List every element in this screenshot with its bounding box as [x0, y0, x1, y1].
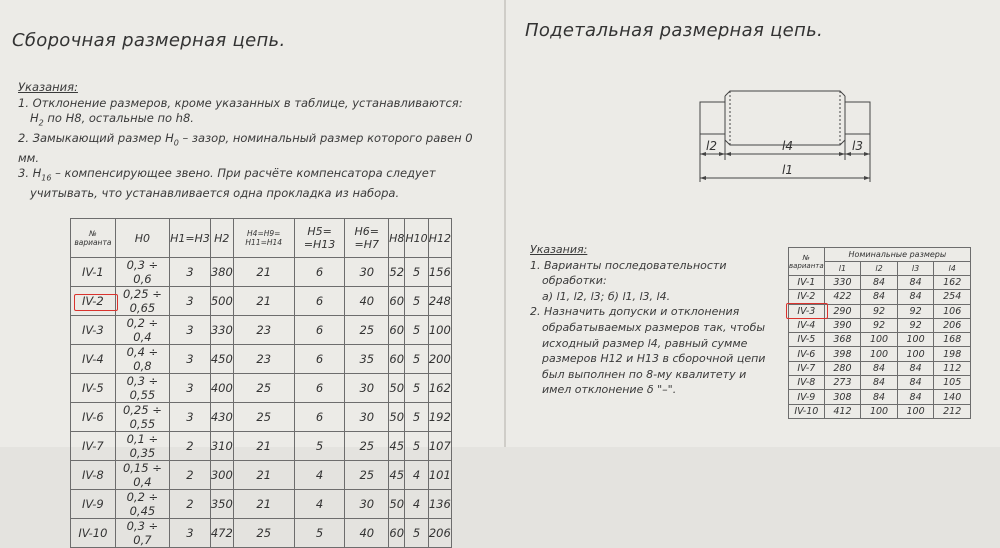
table-cell: 3	[170, 258, 211, 287]
table-cell: 398	[824, 347, 861, 361]
assembly-note-2: 2. Замыкающий размер $H_0$ – зазор, номинальный размер которого равен 0 мм.	[18, 130, 473, 165]
assembly-chain-title: Сборочная размерная цепь.	[12, 30, 286, 51]
table-cell: 330	[824, 276, 861, 290]
table-cell: 5	[405, 432, 428, 461]
table-row	[789, 376, 971, 390]
table-cell: 60	[389, 519, 405, 548]
table-cell: 84	[861, 376, 898, 390]
table-cell: 5	[405, 258, 428, 287]
panel-divider	[504, 0, 506, 447]
table-cell: IV-1	[789, 276, 825, 290]
table-cell: 162	[934, 276, 971, 290]
table-cell: 30	[345, 403, 389, 432]
table-cell: IV-9	[71, 490, 116, 519]
table-cell: 136	[428, 490, 451, 519]
table-cell: 5	[405, 519, 428, 548]
assembly-header-5: H5= =H13	[294, 219, 345, 258]
table-cell: 21	[233, 287, 294, 316]
assembly-notes	[18, 80, 488, 201]
part-note-line: размеров H12 и H13 в сборочной цепи	[542, 352, 766, 366]
table-cell: 106	[934, 304, 971, 318]
table-cell: 105	[934, 376, 971, 390]
table-cell: 5	[405, 374, 428, 403]
table-cell: 84	[861, 290, 898, 304]
assembly-header-0: № варианта	[71, 219, 116, 258]
table-row	[71, 345, 452, 374]
table-cell: 25	[345, 432, 389, 461]
table-row	[789, 318, 971, 332]
table-cell: 0,3 ÷ 0,6	[115, 258, 169, 287]
table-cell: 5	[405, 316, 428, 345]
table-row	[789, 290, 971, 304]
table-cell: 100	[861, 347, 898, 361]
table-row	[789, 361, 971, 375]
table-cell: 4	[294, 461, 345, 490]
dim-l4-label: l4	[782, 139, 793, 153]
assembly-header-6: H6= =H7	[345, 219, 389, 258]
table-cell: 400	[210, 374, 233, 403]
assembly-header-2: H1=H3	[170, 219, 211, 258]
part-table-header-row	[789, 248, 971, 262]
table-cell: 0,2 ÷ 0,45	[115, 490, 169, 519]
table-cell: IV-8	[789, 376, 825, 390]
table-cell: 40	[345, 519, 389, 548]
table-cell: 92	[861, 304, 898, 318]
table-cell: 100	[897, 404, 934, 418]
table-cell: 330	[210, 316, 233, 345]
table-row	[71, 461, 452, 490]
table-cell: 100	[428, 316, 451, 345]
table-cell: IV-4	[789, 318, 825, 332]
table-cell: 6	[294, 345, 345, 374]
table-cell: 45	[389, 461, 405, 490]
table-cell: 273	[824, 376, 861, 390]
table-cell: 0,15 ÷ 0,4	[115, 461, 169, 490]
table-cell: 112	[934, 361, 971, 375]
table-cell: 100	[861, 333, 898, 347]
table-cell: 368	[824, 333, 861, 347]
table-cell: 2	[170, 432, 211, 461]
table-cell: 0,25 ÷ 0,65	[115, 287, 169, 316]
table-cell: 0,3 ÷ 0,7	[115, 519, 169, 548]
table-cell: 422	[824, 290, 861, 304]
table-cell: 200	[428, 345, 451, 374]
part-note-line: 1. Варианты последовательности	[530, 258, 727, 272]
table-row	[71, 374, 452, 403]
assembly-header-4: H4=H9= H11=H14	[233, 219, 294, 258]
part-note-line: а) l1, l2, l3; б) l1, l3, l4.	[542, 289, 671, 303]
assembly-header-3: H2	[210, 219, 233, 258]
part-note-line: был выполнен по 8-му квалитету и	[542, 367, 747, 381]
part-nominal-header: Номинальные размеры	[824, 248, 970, 262]
table-cell: 308	[824, 390, 861, 404]
part-note-line: обрабатываемых размеров так, чтобы	[542, 320, 766, 334]
table-cell: IV-6	[71, 403, 116, 432]
part-subheader-0: l1	[824, 262, 861, 276]
table-cell: IV-2	[789, 290, 825, 304]
table-cell: 84	[897, 276, 934, 290]
table-cell: 4	[405, 490, 428, 519]
table-cell: 100	[897, 333, 934, 347]
table-cell: 0,2 ÷ 0,4	[115, 316, 169, 345]
table-cell: 30	[345, 490, 389, 519]
table-cell: 6	[294, 374, 345, 403]
dim-l3-label: l3	[852, 139, 863, 153]
table-row	[789, 333, 971, 347]
table-cell: 50	[389, 374, 405, 403]
part-note-line: имел отклонение δ "–".	[542, 383, 677, 397]
part-subheader-2: l3	[897, 262, 934, 276]
table-cell: 23	[233, 345, 294, 374]
table-cell: 450	[210, 345, 233, 374]
table-cell: 3	[170, 519, 211, 548]
assembly-notes-heading: Указания:	[18, 80, 78, 94]
table-cell: 206	[428, 519, 451, 548]
table-cell: 60	[389, 287, 405, 316]
table-cell: 168	[934, 333, 971, 347]
table-row	[789, 276, 971, 290]
part-notes	[530, 242, 785, 398]
table-cell: 472	[210, 519, 233, 548]
table-cell: 30	[345, 374, 389, 403]
table-cell: 92	[861, 318, 898, 332]
assembly-header-8: H10	[405, 219, 428, 258]
table-cell: 101	[428, 461, 451, 490]
table-cell: 2	[170, 490, 211, 519]
table-cell: 84	[861, 390, 898, 404]
table-cell: 84	[861, 276, 898, 290]
table-cell: 156	[428, 258, 451, 287]
table-cell: 21	[233, 490, 294, 519]
part-variant-header: № варианта	[789, 248, 825, 276]
table-cell: 50	[389, 490, 405, 519]
table-cell: 412	[824, 404, 861, 418]
table-cell: 248	[428, 287, 451, 316]
table-cell: 192	[428, 403, 451, 432]
table-cell: IV-6	[789, 347, 825, 361]
variant-highlight-assembly	[74, 294, 118, 311]
assembly-note-1: 1. Отклонение размеров, кроме указанных в таблице, устанавливаются:	[18, 95, 463, 110]
table-row	[71, 432, 452, 461]
table-cell: 500	[210, 287, 233, 316]
table-cell: IV-1	[71, 258, 116, 287]
table-cell: 430	[210, 403, 233, 432]
assembly-header-9: H12	[428, 219, 451, 258]
table-cell: IV-10	[71, 519, 116, 548]
assembly-table-header-row	[71, 219, 452, 258]
table-row	[71, 490, 452, 519]
table-cell: IV-10	[789, 404, 825, 418]
assembly-note-3-cont: учитывать, что устанавливается одна прокладка из набора.	[30, 185, 400, 200]
table-cell: 0,25 ÷ 0,55	[115, 403, 169, 432]
assembly-note-1-cont: $H_2$ по H8, остальные по h8.	[30, 111, 194, 128]
table-cell: 21	[233, 432, 294, 461]
table-cell: 350	[210, 490, 233, 519]
table-row	[789, 404, 971, 418]
table-cell: 25	[233, 403, 294, 432]
table-cell: 23	[233, 316, 294, 345]
table-cell: 3	[170, 287, 211, 316]
table-cell: 30	[345, 258, 389, 287]
table-cell: 25	[233, 519, 294, 548]
table-cell: 92	[897, 304, 934, 318]
table-cell: 310	[210, 432, 233, 461]
table-cell: 84	[897, 290, 934, 304]
table-cell: 4	[294, 490, 345, 519]
table-cell: 50	[389, 403, 405, 432]
table-cell: 212	[934, 404, 971, 418]
table-cell: IV-9	[789, 390, 825, 404]
shaft-drawing	[690, 82, 890, 192]
table-cell: 162	[428, 374, 451, 403]
table-cell: IV-3	[71, 316, 116, 345]
table-cell: 6	[294, 287, 345, 316]
table-cell: 3	[170, 345, 211, 374]
table-cell: 25	[345, 461, 389, 490]
table-cell: 84	[861, 361, 898, 375]
assembly-header-1: H0	[115, 219, 169, 258]
table-row	[71, 403, 452, 432]
table-cell: 107	[428, 432, 451, 461]
table-row	[71, 519, 452, 548]
table-cell: 0,3 ÷ 0,55	[115, 374, 169, 403]
table-row	[71, 316, 452, 345]
part-chain-title: Подетальная размерная цепь.	[525, 20, 824, 41]
table-cell: IV-5	[789, 333, 825, 347]
table-cell: 21	[233, 461, 294, 490]
table-cell: IV-3	[789, 304, 825, 318]
table-cell: 4	[405, 461, 428, 490]
table-cell: 100	[897, 347, 934, 361]
table-cell: 390	[824, 318, 861, 332]
table-cell: 5	[405, 403, 428, 432]
table-cell: 280	[824, 361, 861, 375]
table-row	[71, 258, 452, 287]
table-cell: 206	[934, 318, 971, 332]
table-cell: IV-2	[71, 287, 116, 316]
table-cell: IV-5	[71, 374, 116, 403]
part-note-line: обработки:	[542, 274, 607, 288]
table-cell: 380	[210, 258, 233, 287]
table-cell: 25	[345, 316, 389, 345]
table-cell: 84	[897, 376, 934, 390]
table-cell: 198	[934, 347, 971, 361]
part-note-line: 2. Назначить допуски и отклонения	[530, 305, 740, 319]
table-cell: 40	[345, 287, 389, 316]
part-dimensions-table	[788, 247, 971, 419]
table-cell: 45	[389, 432, 405, 461]
part-subheader-3: l4	[934, 262, 971, 276]
table-cell: 60	[389, 345, 405, 374]
table-row	[71, 287, 452, 316]
table-row	[789, 390, 971, 404]
table-cell: 60	[389, 316, 405, 345]
table-cell: 5	[405, 287, 428, 316]
table-cell: 0,1 ÷ 0,35	[115, 432, 169, 461]
table-cell: IV-8	[71, 461, 116, 490]
table-cell: 2	[170, 461, 211, 490]
table-cell: 300	[210, 461, 233, 490]
table-cell: IV-7	[71, 432, 116, 461]
table-cell: 84	[897, 361, 934, 375]
table-cell: 100	[861, 404, 898, 418]
variant-highlight-part	[786, 303, 828, 319]
dim-l1-label: l1	[782, 163, 793, 177]
table-cell: 6	[294, 403, 345, 432]
table-cell: 84	[897, 390, 934, 404]
part-notes-heading: Указания:	[530, 243, 588, 256]
table-cell: 254	[934, 290, 971, 304]
table-cell: 140	[934, 390, 971, 404]
table-cell: 3	[170, 403, 211, 432]
table-cell: IV-7	[789, 361, 825, 375]
table-cell: 35	[345, 345, 389, 374]
part-subheader-1: l2	[861, 262, 898, 276]
table-cell: 25	[233, 374, 294, 403]
table-cell: 21	[233, 258, 294, 287]
table-cell: 5	[294, 519, 345, 548]
assembly-variants-table	[70, 218, 452, 548]
assembly-header-7: H8	[389, 219, 405, 258]
part-note-line: исходный размер l4, равный сумме	[542, 336, 748, 350]
table-row	[789, 347, 971, 361]
table-cell: 290	[824, 304, 861, 318]
table-cell: 3	[170, 316, 211, 345]
table-cell: 0,4 ÷ 0,8	[115, 345, 169, 374]
table-cell: 52	[389, 258, 405, 287]
table-cell: 6	[294, 316, 345, 345]
dim-l2-label: l2	[706, 139, 717, 153]
table-cell: 92	[897, 318, 934, 332]
table-cell: 3	[170, 374, 211, 403]
table-cell: 5	[294, 432, 345, 461]
table-cell: 6	[294, 258, 345, 287]
table-cell: 5	[405, 345, 428, 374]
table-cell: IV-4	[71, 345, 116, 374]
assembly-note-3: 3. $H_{16}$ – компенсирующее звено. При расчёте компенсатора следует	[18, 166, 436, 183]
